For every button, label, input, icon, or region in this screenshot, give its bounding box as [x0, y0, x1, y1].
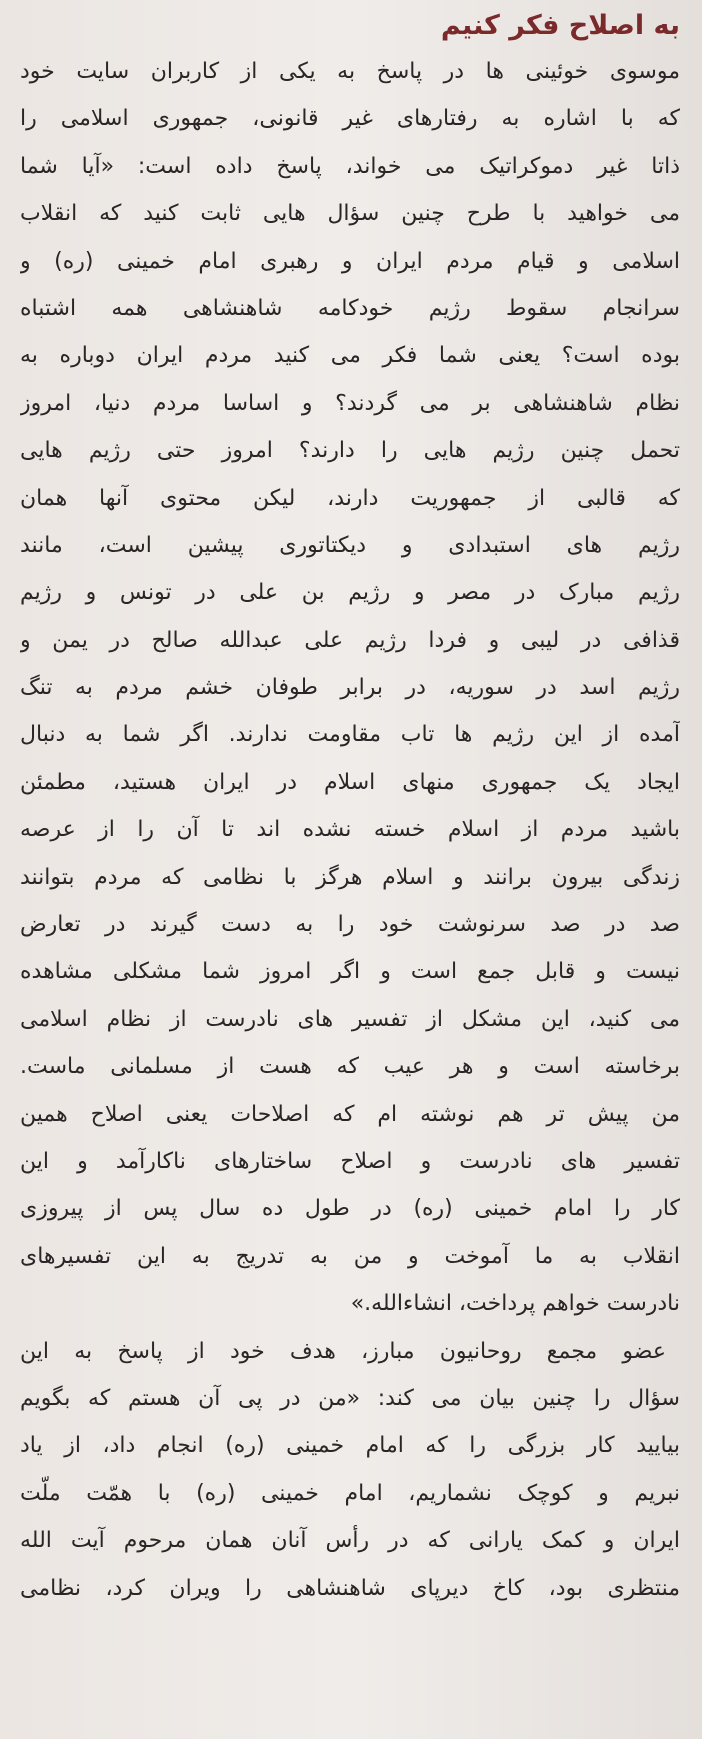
article-line: زندگی بیرون برانند و اسلام هرگز با نظامی که مردم بتوانند — [20, 864, 680, 890]
article-line: نادرست خواهم پرداخت، انشاءالله.» — [350, 1291, 680, 1317]
article-line: که قالبی از جمهوریت دارند، لیکن محتوی آنها همان — [20, 485, 680, 511]
article-line: منتظری بود، کاخ دیرپای شاهنشاهی را ویران کرد، نظامی — [20, 1575, 680, 1601]
article-line: قذافی در لیبی و فردا رژیم علی عبدالله صالح در یمن و — [20, 627, 680, 653]
article-line: موسوی خوئینی ها در پاسخ به یکی از کاربران سایت خود — [20, 59, 680, 84]
article-line: من پیش تر هم نوشته ام که اصلاحات یعنی اصلاح همین — [20, 1101, 680, 1127]
article-line: رژیم های استبدادی و دیکتاتوری پیشین است، مانند — [20, 532, 680, 558]
article-line: بیایید کار بزرگی را که امام خمینی (ره) انجام داد، از یاد — [20, 1433, 680, 1459]
article-line: باشید مردم از اسلام خسته نشده اند تا آن را از عرصه — [20, 817, 680, 843]
article-line: تفسیر های نادرست و اصلاح ساختارهای ناکارآمد و این — [20, 1148, 680, 1174]
article-line: می کنید، این مشکل از تفسیر های نادرست از نظام اسلامی — [20, 1006, 680, 1032]
article-line: رژیم اسد در سوریه، در برابر طوفان خشم مردم به تنگ — [20, 675, 680, 701]
article-line: رژیم مبارک در مصر و رژیم بن علی در تونس و رژیم — [20, 580, 680, 606]
article-line: آمده از این رژیم ها تاب مقاومت ندارند. اگر شما به دنبال — [20, 722, 680, 748]
article-line: کار را امام خمینی (ره) در طول ده سال پس از پیروزی — [20, 1196, 680, 1222]
article-line: می خواهید با طرح چنین سؤال هایی ثابت کنید که انقلاب — [20, 201, 680, 227]
article-line: ایجاد یک جمهوری منهای اسلام در ایران هستید، مطمئن — [20, 769, 680, 795]
article-line: عضو مجمع روحانیون مبارز، هدف خود از پاسخ به این — [20, 1338, 666, 1364]
article-line: صد در صد سرنوشت خود را به دست گیرند در تعارض — [20, 912, 680, 938]
article-line: که با اشاره به رفتارهای غیر قانونی، جمهوری اسلامی را — [20, 106, 680, 132]
article-line: تحمل چنین رژیم هایی را دارند؟ امروز حتی رژیم هایی — [20, 438, 680, 464]
article-body — [20, 48, 680, 1612]
article-line: انقلاب به ما آموخت و من به تدریج به این تفسیرهای — [20, 1243, 680, 1269]
article-line: نظام شاهنشاهی بر می گردند؟ و اساسا مردم دنیا، امروز — [20, 390, 680, 416]
article-line: سؤال را چنین بیان می کند: «من در پی آن هستم که بگویم — [20, 1385, 680, 1411]
article-headline: به اصلاح فکر کنیم — [440, 10, 680, 41]
article-line: ذاتا غیر دموکراتیک می خواند، پاسخ داده است: «آیا شما — [20, 153, 680, 179]
article-line: نیست و قابل جمع است و اگر امروز شما مشکلی مشاهده — [20, 959, 680, 985]
article-line: برخاسته است و هر عیب که هست از مسلمانی ماست. — [20, 1054, 680, 1080]
article-line: سرانجام سقوط رژیم خودکامه شاهنشاهی همه اشتباه — [20, 295, 680, 321]
article-line: بوده است؟ یعنی شما فکر می کنید مردم ایران دوباره به — [20, 343, 680, 369]
article-line: اسلامی و قیام مردم ایران و رهبری امام خمینی (ره) و — [20, 248, 680, 274]
article-line: ایران و کمک یارانی که در رأس آنان همان مرحوم آیت الله — [20, 1528, 680, 1554]
article-line: نبریم و کوچک نشماریم، امام خمینی (ره) با همّت ملّت — [20, 1480, 680, 1506]
